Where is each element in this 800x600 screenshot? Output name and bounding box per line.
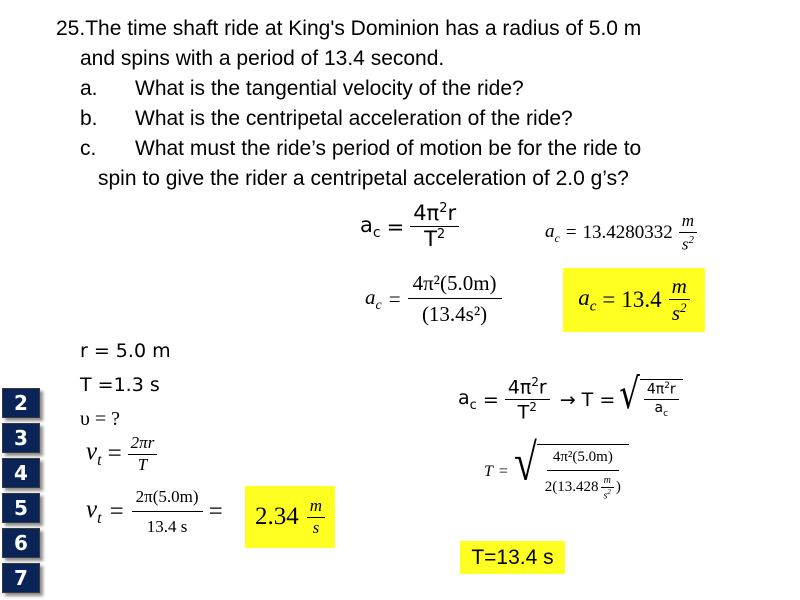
vt-symbol: $v_t$	[86, 496, 102, 528]
ac-full-value: 13.4280332	[582, 222, 673, 244]
square-root: √ $\frac{4\pi^2r}{a_c}$	[619, 379, 682, 420]
ac-answer-value: 13.4	[621, 287, 662, 312]
question-c-line-2: spin to give the rider a centripetal acceleration of 2.0 g’s?	[98, 167, 629, 190]
given-period: T =1.3 s	[80, 374, 160, 396]
vt-answer-highlight	[245, 486, 335, 548]
ac-full-result: $a_c$ = 13.4280332 $\frac{m}{s^2}$	[545, 212, 697, 254]
nav-button-5[interactable]: 5	[2, 493, 40, 523]
vt-formula: $v_t$ = $\frac{2\pi r}{T}$	[86, 434, 157, 474]
question-b-text: What is the centripetal acceleration of the ride?	[135, 107, 573, 130]
ac-symbol: $a_c$	[578, 284, 597, 315]
problem-line-2: and spins with a period of 13.4 second.	[80, 47, 445, 70]
ac-formula	[360, 202, 459, 251]
ac-substitution-fraction: $\frac{\text{4π²(5.0m)}}{\text{(13.4s²)}}$	[408, 272, 502, 326]
unit-fraction: $\frac{m}{s^2}$	[669, 275, 690, 325]
problem-line-1: 25.The time shaft ride at King's Dominion has a radius of 5.0 m	[56, 17, 642, 40]
period-substitution: T = √ 4π²(5.0m) 2(13.428 $\frac{m}{s^2}$ )	[484, 444, 629, 501]
given-radius: r = 5.0 m	[80, 340, 171, 362]
question-b	[80, 104, 573, 134]
vt-substitution: $v_t$ = $\frac{2\pi(5.0m)}{13.4 s}$ =	[86, 487, 223, 536]
ac-answer-highlight: $a_c$ = 13.4 $\frac{m}{s^2}$	[563, 268, 705, 332]
vt-substitution-fraction: $\frac{2\pi(5.0m)}{13.4 s}$	[132, 488, 203, 536]
question-a-text: What is the tangential velocity of the ride?	[135, 77, 524, 100]
period-answer-highlight	[460, 541, 565, 574]
question-a-label: a.	[80, 77, 98, 100]
nav-button-4[interactable]: 4	[2, 458, 40, 488]
period-answer-value: T=13.4 s	[471, 545, 554, 569]
square-root: √ 4π²(5.0m) 2(13.428 $\frac{m}{s^2}$ )	[514, 444, 629, 501]
ac-symbol: $a_c$	[360, 212, 381, 241]
question-a	[80, 74, 524, 104]
ac-symbol: $a_c$	[545, 220, 560, 245]
nav-button-3[interactable]: 3	[2, 423, 40, 453]
ac-symbol: $a_c$	[365, 284, 382, 313]
unit-fraction: $\frac{m}{s}$	[307, 497, 325, 537]
vt-symbol: $v_t$	[86, 438, 102, 470]
question-c	[80, 134, 641, 164]
ac-fraction: $\frac{4\pi^2r}{T^2}$	[410, 202, 459, 251]
ac-fraction: $\frac{4\pi^2r}{T^2}$	[505, 376, 550, 423]
ac-symbol: $a_c$	[458, 386, 477, 413]
equals-sign: =	[386, 214, 405, 239]
nav-button-7[interactable]: 7	[2, 563, 40, 593]
vt-fraction: $\frac{2\pi r}{T}$	[128, 434, 158, 474]
period-rearranged: $a_c$ = $\frac{4\pi^2r}{T^2}$ → T = √ $\frac{4\pi^2r}{a_c}$	[458, 376, 683, 423]
nav-button-2[interactable]: 2	[2, 388, 40, 418]
nav-button-6[interactable]: 6	[2, 528, 40, 558]
given-velocity: υ = ?	[80, 408, 121, 430]
vt-answer-value: 2.34	[254, 503, 299, 530]
question-c-label: c.	[80, 137, 97, 160]
question-b-label: b.	[80, 107, 98, 130]
unit-fraction: $\frac{m}{s^2}$	[679, 212, 697, 254]
question-c-text: What must the ride’s period of motion be for the ride to	[135, 137, 642, 160]
arrow-T: → T =	[559, 388, 616, 411]
ac-substitution: $a_c$ = $\frac{\text{4π²(5.0m)}}{\text{(13.4s²)}}$	[365, 272, 502, 326]
